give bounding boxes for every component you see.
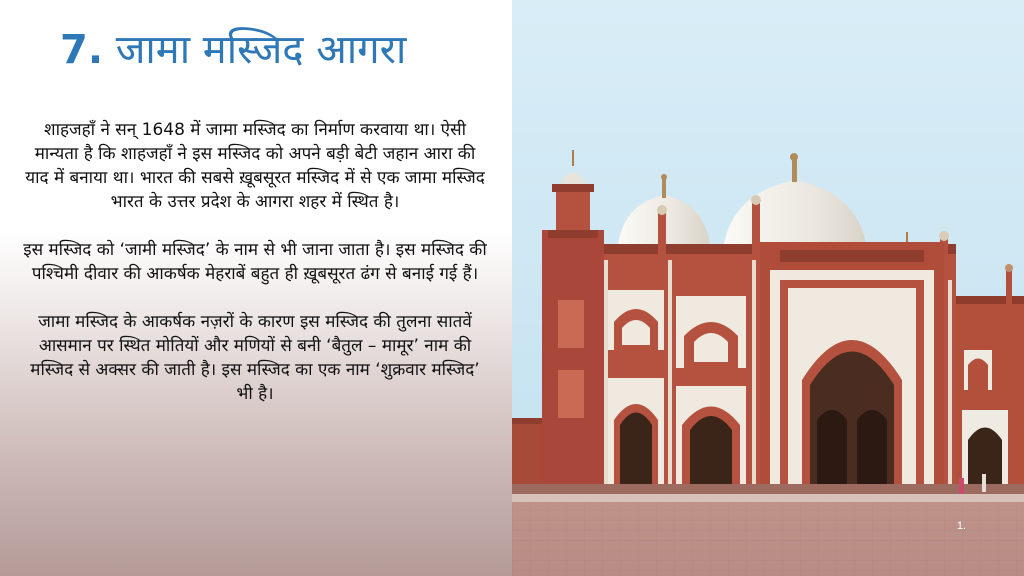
title-text: जामा मस्जिद आगरा [115, 27, 407, 73]
paragraph-1: शाहजहाँ ने सन् 1648 में जामा मस्जिद का निर्माण करवाया था। ऐसी मान्यता है कि शाहजहाँ ने इस मस्जिद को अपने बड़ी बेटी जहान आरा की याद में बनाया था। भारत की सबसे ख़ूबसूरत मस्जिद में से एक जामा मस्जिद भारत के उत्तर प्रदेश के आगरा शहर में स्थित है। [25, 120, 485, 212]
paragraph-2: इस मस्जिद को ‘जामी मस्जिद’ के नाम से भी जाना जाता है। इस मस्जिद की पश्चिमी दीवार की आकर्षक मेहराबें बहुत ही ख़ूबसूरत ढंग से बनाई गई हैं। [23, 240, 487, 284]
mosque-photo [512, 0, 1024, 576]
title-number: 7. [60, 27, 104, 73]
slide-title [60, 24, 500, 76]
body-text [22, 118, 488, 430]
page-number: 1. [956, 520, 966, 532]
paragraph-3: जामा मस्जिद के आकर्षक नज़रों के कारण इस मस्जिद की तुलना सातवें आसमान पर स्थित मोतियों और मणियों से बनी ‘बैतुल – मामूर’ नाम की मस्जिद से अक्सर की जाती है। इस मस्जिद का एक नाम ‘शुक्रवार मस्जिद’ भी है। [30, 312, 480, 404]
